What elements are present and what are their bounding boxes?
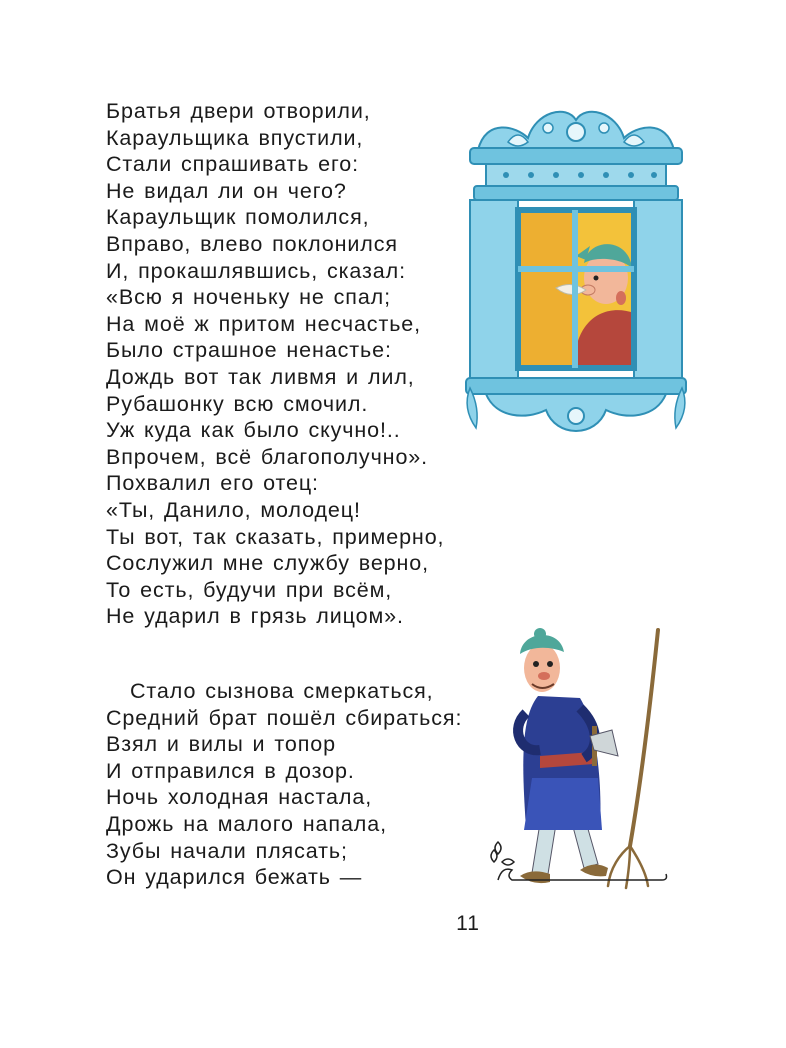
poem-line: И, прокашлявшись, сказал: (106, 258, 406, 283)
page-number: 11 (456, 912, 480, 935)
poem-line: Рубашонку всю смочил. (106, 391, 369, 416)
window-frame-right (634, 200, 682, 380)
poem-line: Он ударился бежать — (106, 865, 363, 890)
poem-line: Дождь вот так ливмя и лил, (106, 364, 415, 389)
poem-line: Впрочем, всё благополучно». (106, 444, 429, 469)
stanza-2 (106, 678, 526, 891)
poem-line: Похвалил его отец: (106, 471, 319, 496)
poem-line: И отправился в дозор. (106, 758, 355, 783)
poem-line: Стало сызнова смеркаться, (130, 679, 434, 703)
man-with-pitchfork-illustration (480, 618, 670, 898)
poem-line: Взял и вилы и топор (106, 732, 336, 757)
poem-line: Ты вот, так сказать, примерно, (106, 524, 445, 549)
man-coat (518, 696, 602, 830)
poem-line: Уж куда как было скучно!.. (106, 418, 401, 443)
window-apron (466, 378, 686, 431)
poem-line: На моё ж притом несчастье, (106, 311, 422, 336)
poem-line: Было страшное ненастье: (106, 338, 392, 363)
poem-line: Стали спрашивать его: (106, 152, 360, 177)
poem-line: «Ты, Данило, молодец! (106, 497, 361, 522)
window-cornice (470, 112, 682, 200)
axe (590, 726, 618, 766)
pitchfork (608, 630, 658, 888)
poem-line: Ночь холодная настала, (106, 785, 373, 810)
poem-line: Братья двери отворили, (106, 99, 371, 123)
poem-line: «Всю я ноченьку не спал; (106, 285, 391, 310)
poem-line: Дрожь на малого напала, (106, 811, 387, 836)
poem-line: Сослужил мне службу верно, (106, 551, 430, 576)
poem-line: То есть, будучи при всём, (106, 577, 393, 602)
poem-line: Караульщик помолился, (106, 205, 370, 230)
man-head (520, 628, 564, 692)
window-frame-left (470, 200, 518, 380)
poem-line: Караульщика впустили, (106, 125, 364, 150)
poem-line: Зубы начали плясать; (106, 838, 348, 863)
poem-line: Не видал ли он чего? (106, 178, 347, 203)
poem-line: Средний брат пошёл сбираться: (106, 705, 463, 730)
poem-line: Не ударил в грязь лицом». (106, 604, 404, 629)
window-illustration (456, 98, 696, 443)
poem-line: Вправо, влево поклонился (106, 231, 398, 256)
